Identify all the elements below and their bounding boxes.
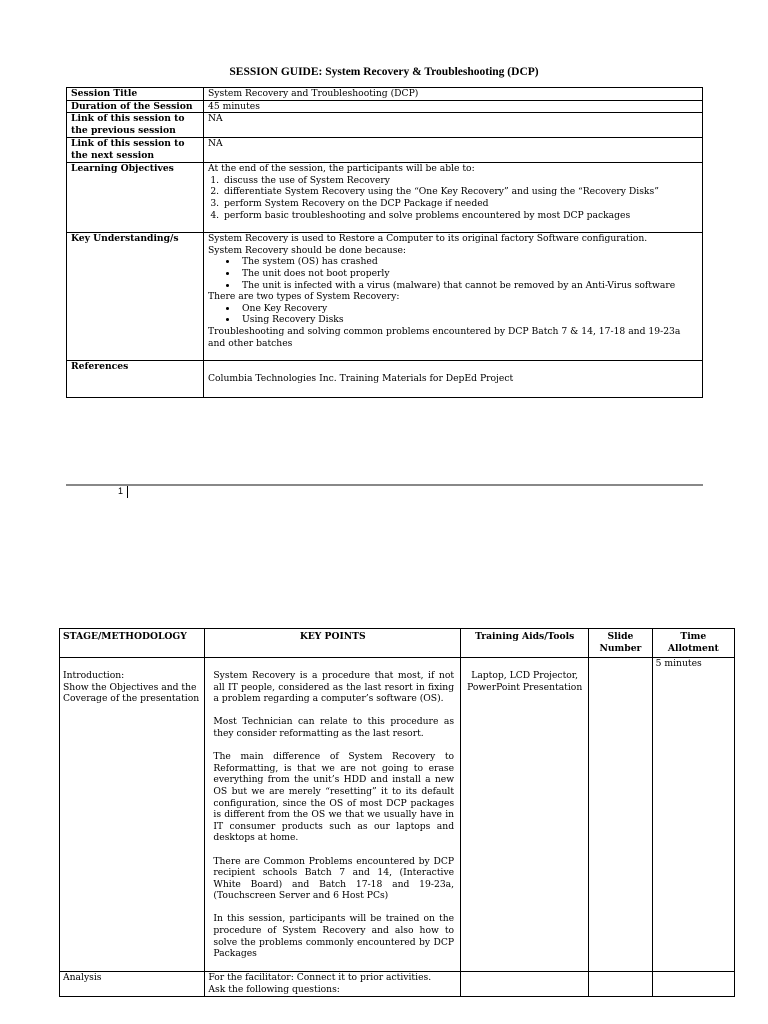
key-point-paragraph: Most Technician can relate to this procedure as they consider reformatting as the last resort. (213, 716, 455, 739)
key-types-list (208, 303, 698, 326)
value-key-understanding (204, 233, 703, 361)
cell-key-points (205, 658, 461, 972)
key-point-paragraph: In this session, participants will be trained on the procedure of System Recovery and also how to solve the problems commonly encountered by DCP Packages (213, 913, 455, 960)
table-row (60, 972, 735, 996)
objectives-intro: At the end of the session, the participants will be able to: (208, 163, 475, 175)
cell-slide-number (589, 972, 652, 996)
key-type-item: • Using Recovery Disks (238, 314, 698, 326)
row-session-title (67, 88, 703, 101)
key-line-2: System Recovery should be done because: (208, 244, 406, 256)
cell-slide-number (589, 658, 652, 972)
table-row (60, 658, 735, 972)
label-duration: Duration of the Session (67, 100, 204, 113)
key-type-item: • One Key Recovery (238, 303, 698, 315)
facilitator-question-intro: Ask the following questions: (208, 984, 340, 996)
row-key-understanding (67, 233, 703, 361)
key-point-paragraph: The main difference of System Recovery to Reformatting, is that we are not going to erase everything from the unit’s HDD and install a new OS but we are merely “resetting” it to its default configuration, since the OS of most DCP packages is different from the OS we that we usually have in IT consumer products such as our laptops and desktops at home. (213, 751, 455, 844)
objective-item: 4. perform basic troubleshooting and solve problems encountered by most DCP packages (222, 210, 698, 222)
stage-description: Show the Objectives and the Coverage of the presentation (63, 681, 200, 705)
cell-training-aids (461, 972, 589, 996)
lesson-plan-table (59, 628, 735, 997)
page-number-separator (127, 486, 128, 498)
label-objectives: Learning Objectives (67, 163, 204, 233)
cell-stage: Analysis (60, 972, 205, 996)
facilitator-note: For the facilitator: Connect it to prior activities. (208, 972, 432, 984)
objective-item: 3. perform System Recovery on the DCP Package if needed (222, 198, 698, 210)
key-reasons-list (208, 256, 698, 291)
lesson-header-row (60, 629, 735, 658)
cell-stage (60, 658, 205, 972)
label-link-next: Link of this session to the next session (67, 138, 204, 163)
label-session-title: Session Title (67, 88, 204, 101)
objectives-list (208, 175, 698, 221)
label-key-understanding: Key Understanding/s (67, 233, 204, 361)
session-info-table (66, 87, 703, 398)
row-objectives (67, 163, 703, 233)
footer-divider (66, 484, 703, 486)
label-link-prev: Link of this session to the previous session (67, 113, 204, 138)
value-link-next: NA (204, 138, 703, 163)
key-line-3: There are two types of System Recovery: (208, 291, 400, 303)
row-link-next (67, 138, 703, 163)
header-time-allotment: Time Allotment (652, 629, 734, 658)
key-reason-item: • The unit does not boot properly (238, 268, 698, 280)
header-stage: STAGE/METHODOLOGY (60, 629, 205, 658)
key-point-paragraph: System Recovery is a procedure that most, if not all IT people, considered as the last resort in fixing a problem regarding a computer’s software (OS). (213, 670, 455, 705)
value-link-prev: NA (204, 113, 703, 138)
page-number: 1 (118, 486, 124, 496)
value-duration: 45 minutes (204, 100, 703, 113)
cell-time-allotment (652, 972, 734, 996)
stage-title: Introduction: (63, 670, 125, 681)
row-references (67, 361, 703, 398)
value-references: Columbia Technologies Inc. Training Materials for DepEd Project (204, 361, 703, 398)
row-link-prev (67, 113, 703, 138)
key-line-4: Troubleshooting and solving common problems encountered by DCP Batch 7 & 14, 17-18 and 19-23a and other batches (208, 325, 681, 349)
key-reason-item: • The system (OS) has crashed (238, 256, 698, 268)
label-references: References (67, 361, 204, 398)
document-title: SESSION GUIDE: System Recovery & Troubleshooting (DCP) (229, 66, 539, 78)
header-slide-number: Slide Number (589, 629, 652, 658)
row-duration (67, 100, 703, 113)
header-key-points: KEY POINTS (205, 629, 461, 658)
value-objectives (204, 163, 703, 233)
objective-item: 1. discuss the use of System Recovery (222, 175, 698, 187)
cell-key-points (205, 972, 461, 996)
value-session-title: System Recovery and Troubleshooting (DCP) (204, 88, 703, 101)
cell-time-allotment: 5 minutes (652, 658, 734, 972)
key-point-paragraph: There are Common Problems encountered by DCP recipient schools Batch 7 and 14, (Interactive White Board) and Batch 17-18 and 19-23a, (Touchscreen Server and 6 Host PCs) (213, 855, 455, 902)
objective-item: 2. differentiate System Recovery using the “One Key Recovery” and using the “Recovery Disks” (222, 186, 698, 198)
key-reason-item: • The unit is infected with a virus (malware) that cannot be removed by an Anti-Virus software (238, 280, 698, 292)
cell-training-aids: Laptop, LCD Projector, PowerPoint Presentation (461, 658, 589, 972)
header-training-aids: Training Aids/Tools (461, 629, 589, 658)
key-line-1: System Recovery is used to Restore a Computer to its original factory Software configuration. (208, 233, 648, 245)
